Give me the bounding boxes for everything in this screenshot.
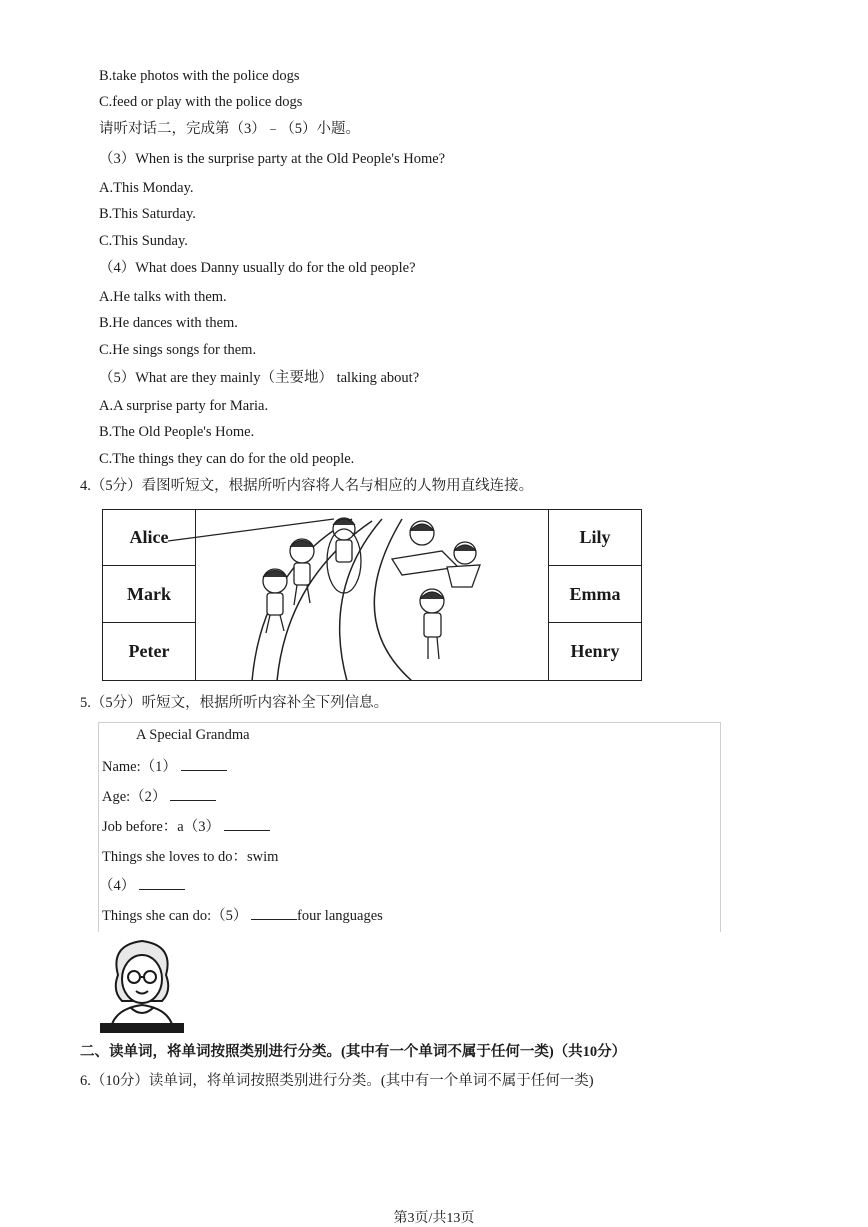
info-loves-blank-row	[99, 874, 185, 895]
matching-figure	[102, 509, 642, 681]
name-box-alice: Alice	[102, 509, 196, 566]
info-loves-label: Things she loves to do：swim	[102, 849, 279, 865]
q4-sub-option-a: A.He talks with them.	[99, 289, 227, 305]
info-job-row	[102, 815, 270, 836]
question5-stem: 5.（5分）听短文，根据所听内容补全下列信息。	[80, 695, 389, 711]
q4-sub-option-b: B.He dances with them.	[99, 315, 238, 331]
name-box-emma: Emma	[548, 565, 642, 623]
blank-2[interactable]	[170, 786, 216, 801]
grandma-illustration	[100, 935, 184, 1033]
blank-1[interactable]	[181, 756, 227, 771]
dialogue2-instruction: 请听对话二，完成第（3）﹣（5）小题。	[99, 121, 360, 137]
info-title: A Special Grandma	[136, 727, 250, 743]
section2-heading: 二、读单词，将单词按照类别进行分类。(其中有一个单词不属于任何一类)（共10分）	[80, 1044, 627, 1060]
q5-sub-option-a: A.A surprise party for Maria.	[99, 398, 269, 414]
info-can-do-label: Things she can do:（5）	[102, 908, 248, 924]
name-box-mark: Mark	[102, 565, 196, 623]
children-illustration	[102, 509, 642, 681]
info-name-row	[102, 755, 227, 776]
q2-option-c: C.feed or play with the police dogs	[99, 94, 303, 110]
info-age-row	[102, 785, 216, 806]
q3-option-a: A.This Monday.	[99, 180, 194, 196]
info-loves-blank-label: （4）	[99, 878, 136, 894]
name-box-henry: Henry	[548, 622, 642, 681]
q3-option-b: B.This Saturday.	[99, 206, 196, 222]
info-table	[98, 722, 721, 932]
blank-5[interactable]	[251, 905, 297, 920]
q5-sub-stem: （5）What are they mainly（主要地） talking about?	[99, 370, 420, 386]
info-job-label: Job before：a（3）	[102, 819, 220, 835]
name-box-peter: Peter	[102, 622, 196, 681]
q4-sub-stem: （4）What does Danny usually do for the old people?	[99, 260, 416, 276]
question6-stem: 6.（10分）读单词，将单词按照类别进行分类。(其中有一个单词不属于任何一类)	[80, 1073, 594, 1089]
q4-sub-option-c: C.He sings songs for them.	[99, 342, 257, 358]
question4-stem: 4.（5分）看图听短文，根据所听内容将人名与相应的人物用直线连接。	[80, 478, 534, 494]
page-number: 第3页/共13页	[393, 1211, 475, 1226]
q5-sub-option-b: B.The Old People's Home.	[99, 424, 255, 440]
info-name-label: Name:（1）	[102, 759, 177, 775]
info-age-label: Age:（2）	[102, 789, 167, 805]
q3-option-c: C.This Sunday.	[99, 233, 188, 249]
blank-4[interactable]	[139, 875, 185, 890]
q3-stem: （3）When is the surprise party at the Old People's Home?	[99, 151, 446, 167]
info-can-do-suffix: four languages	[297, 908, 383, 924]
info-can-do-row	[102, 904, 383, 925]
name-box-lily: Lily	[548, 509, 642, 566]
q5-sub-option-c: C.The things they can do for the old people.	[99, 451, 355, 467]
q2-option-b: B.take photos with the police dogs	[99, 68, 300, 84]
blank-3[interactable]	[224, 816, 270, 831]
